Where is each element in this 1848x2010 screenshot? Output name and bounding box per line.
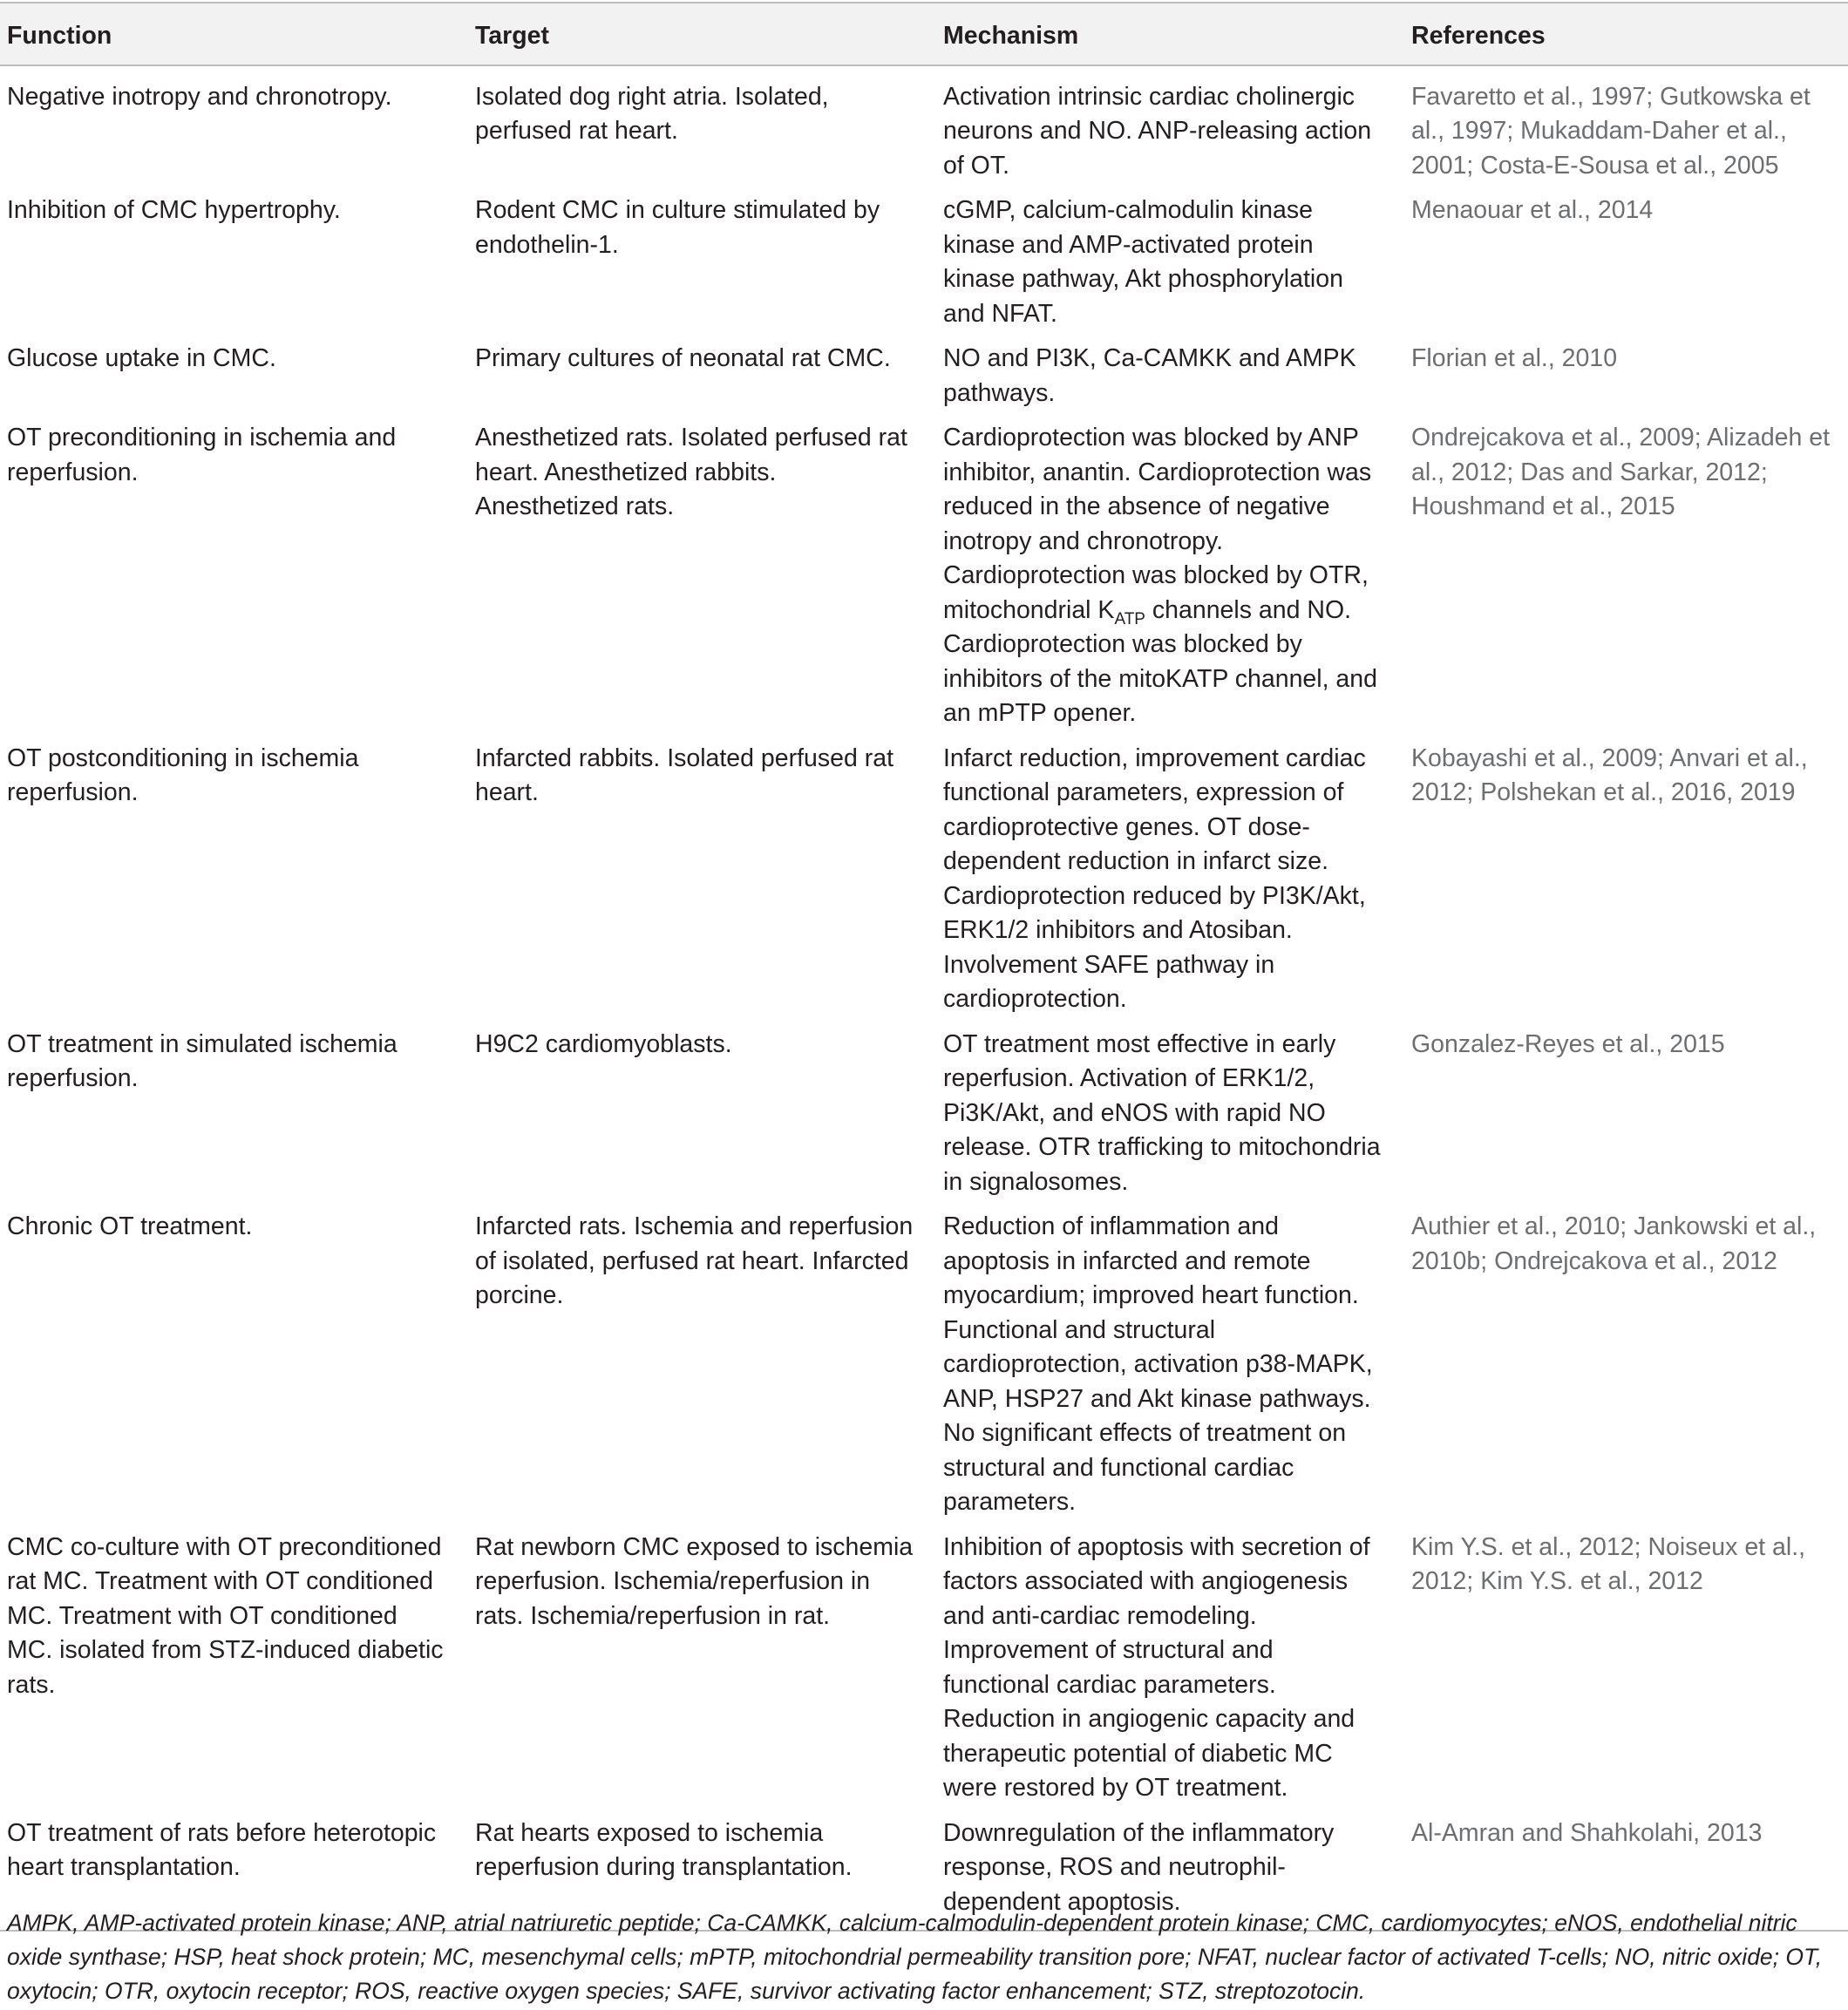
mechanism-cell: cGMP, calcium-calmodulin kinase kinase and AMP-activated protein kinase pathway, Akt phosphorylation and NFAT. — [943, 196, 1343, 328]
table-footnote: AMPK, AMP-activated protein kinase; ANP, atrial natriuretic peptide; Ca-CAMKK, calcium-calmodulin-dependent protein kinase; CMC, cardiomyocytes; eNOS, endothelial nitric oxide synthase; HSP, heat shock protein; MC, mesenchymal cells; mPTP, mitochondrial permeability transition pore; NFAT, nuclear factor of activated T-cells; NO, nitric oxide; OT, oxytocin; OTR, oxytocin receptor; ROS, reactive oxygen species; SAFE, survivor activating factor enhancement; STZ, streptozotocin. — [7, 1910, 1823, 2004]
function-cell: Negative inotropy and chronotropy. — [7, 82, 392, 111]
target-cell: Anesthetized rats. Isolated perfused rat heart. Anesthetized rabbits. Anesthetized rats. — [475, 424, 907, 520]
references-cell: Menaouar et al., 2014 — [1411, 196, 1654, 224]
target-cell: Primary cultures of neonatal rat CMC. — [475, 344, 891, 372]
table-row — [0, 1522, 1848, 1808]
references-cell: Al-Amran and Shahkolahi, 2013 — [1404, 1808, 1848, 1932]
references-cell: Ondrejcakova et al., 2009; Alizadeh et al., 2012; Das and Sarkar, 2012; Houshmand et al., 2015 — [1411, 424, 1831, 520]
target-cell: Rat newborn CMC exposed to ischemia reperfusion. Ischemia/reperfusion in rats. Ischemia/reperfusion in rat. — [475, 1532, 914, 1630]
mechanism-cell: OT treatment most effective in early reperfusion. Activation of ERK1/2, Pi3K/Akt, and eNOS with rapid NO release. OTR trafficking to mitochondria in signalosomes. — [943, 1029, 1381, 1196]
function-cell: Glucose uptake in CMC. — [7, 344, 276, 372]
target-cell: Isolated dog right atria. Isolated, perfused rat heart. — [475, 82, 829, 145]
oxytocin-cardiac-effects-table — [0, 2, 1848, 1932]
table-row — [0, 412, 1848, 733]
references-cell: Kobayashi et al., 2009; Anvari et al., 2012; Polshekan et al., 2016, 2019 — [1411, 744, 1808, 806]
references-cell: Authier et al., 2010; Jankowski et al., 2010b; Ondrejcakova et al., 2012 — [1411, 1212, 1817, 1275]
mechanism-cell — [936, 412, 1404, 733]
target-cell: Rat hearts exposed to ischemia reperfusion during transplantation. — [468, 1808, 936, 1932]
mechanism-cell: Infarct reduction, improvement cardiac functional parameters, expression of cardioprotective genes. OT dose-dependent reduction in infarct size. Cardioprotection reduced by PI3K/Akt, ERK1/2 inhibitors and Atosiban. Involvement SAFE pathway in cardioprotection. — [943, 744, 1366, 1013]
function-cell: CMC co-culture with OT preconditioned rat MC. Treatment with OT conditioned MC. Treatment with OT conditioned MC. isolated from STZ-induced diabetic rats. — [7, 1532, 444, 1699]
table-row — [0, 185, 1848, 333]
table-row — [0, 1201, 1848, 1522]
function-cell: OT postconditioning in ischemia reperfusion. — [7, 744, 359, 806]
mechanism-cell: NO and PI3K, Ca-CAMKK and AMPK pathways. — [943, 344, 1356, 407]
table-header — [0, 3, 1848, 65]
header-mechanism: Mechanism — [936, 3, 1404, 65]
function-cell: OT treatment of rats before heterotopic heart transplantation. — [0, 1808, 468, 1932]
target-cell: H9C2 cardiomyoblasts. — [475, 1029, 732, 1058]
mechanism-cell: Activation intrinsic cardiac cholinergic neurons and NO. ANP-releasing action of OT. — [943, 82, 1372, 180]
header-references: References — [1404, 3, 1848, 65]
header-target: Target — [468, 3, 936, 65]
function-cell: Inhibition of CMC hypertrophy. — [7, 196, 341, 224]
function-cell: OT preconditioning in ischemia and reperfusion. — [7, 424, 397, 486]
katp-subscript: ATP — [1114, 609, 1145, 628]
table-row — [0, 733, 1848, 1019]
header-function: Function — [0, 3, 468, 65]
mechanism-text-part: channels and NO. Cardioprotection was blocked by inhibitors of the mitoKATP channel, and an mPTP opener. — [943, 595, 1377, 727]
table-row — [0, 65, 1848, 186]
table-body — [0, 65, 1848, 1932]
header-row — [0, 3, 1848, 65]
function-cell: Chronic OT treatment. — [7, 1212, 253, 1240]
mechanism-text-part: Cardioprotection was blocked by ANP inhibitor, anantin. Cardioprotection was reduced in the absence of negative inotropy and chronotropy. Cardioprotection was blocked by OTR, mitochondrial K — [943, 424, 1372, 624]
target-cell: Infarcted rabbits. Isolated perfused rat heart. — [475, 744, 894, 806]
target-cell: Rodent CMC in culture stimulated by endothelin-1. — [475, 196, 880, 259]
table-row — [0, 333, 1848, 412]
target-cell: Infarcted rats. Ischemia and reperfusion of isolated, perfused rat heart. Infarcted porcine. — [475, 1212, 914, 1309]
references-cell: Florian et al., 2010 — [1411, 344, 1618, 372]
references-cell: Gonzalez-Reyes et al., 2015 — [1411, 1029, 1725, 1058]
function-cell: OT treatment in simulated ischemia reperfusion. — [7, 1029, 397, 1092]
mechanism-cell: Reduction of inflammation and apoptosis in infarcted and remote myocardium; improved heart function. Functional and structural cardioprotection, activation p38-MAPK, ANP, HSP27 and Akt kinase pathways. No significant effects of treatment on structural and functional cardiac parameters. — [943, 1212, 1373, 1516]
mechanism-cell: Downregulation of the inflammatory response, ROS and neutrophil-dependent apoptosis. — [936, 1808, 1404, 1932]
mechanism-cell: Inhibition of apoptosis with secretion of factors associated with angiogenesis and anti-cardiac remodeling. Improvement of structural and functional cardiac parameters. Reduction in angiogenic capacity and therapeutic potential of diabetic MC were restored by OT treatment. — [943, 1532, 1370, 1802]
references-cell: Favaretto et al., 1997; Gutkowska et al., 1997; Mukaddam-Daher et al., 2001; Costa-E-Sousa et al., 2005 — [1411, 82, 1811, 180]
references-cell: Kim Y.S. et al., 2012; Noiseux et al., 2012; Kim Y.S. et al., 2012 — [1411, 1532, 1806, 1595]
table-row — [0, 1019, 1848, 1202]
